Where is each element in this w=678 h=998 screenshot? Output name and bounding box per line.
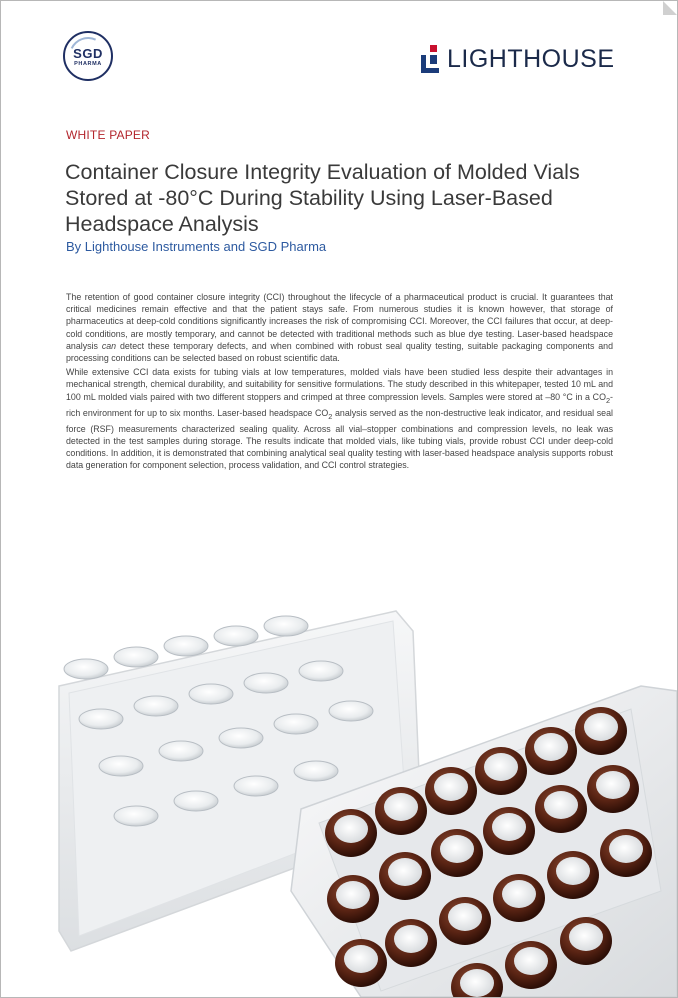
lighthouse-logo-text: LIGHTHOUSE: [447, 45, 615, 73]
lighthouse-logo: [421, 43, 615, 73]
document-type-label: WHITE PAPER: [66, 128, 150, 142]
document-byline: By Lighthouse Instruments and SGD Pharma: [66, 239, 327, 254]
sgd-pharma-logo: [63, 31, 113, 81]
logo-arc: [64, 32, 113, 81]
lighthouse-mark-icon: [421, 45, 439, 73]
sgd-logo-name: SGD: [73, 45, 103, 61]
vial-trays-photo: [1, 591, 677, 997]
abstract-paragraph-1: The retention of good container closure integrity (CCI) throughout the lifecycle of a pharmaceutical product is crucial. It guarantees that critical medicines remain effective and that the patient stays safe. From numerous studies it is known however, that storage of pharmaceutics at deep-cold conditions significantly increases the risk of compromising CCI. Moreover, the CCI failures that occur, at deep-cold conditions, are mostly temporary, and cannot be detected with traditional methods such as blue dye testing. Laser-based headspace analysis can detect these temporary defects, and when combined with robust seal quality testing, suitable packaging components and processing conditions can be selected based on robust scientific data.: [66, 292, 613, 364]
abstract-paragraph-2: While extensive CCI data exists for tubing vials at low temperatures, molded vials have been studied less despite their advantages in mechanical strength, chemical durability, and suitability for sensitive formulations. The study described in this whitepaper, tested 10 mL and 100 mL molded vials paired with two different stoppers and crimped at three compression levels. Samples were stored at –80 °C in a $CO_2$-rich environment for up to six months. Laser-based headspace $CO_2$ analysis served as the non-destructive leak indicator, and residual seal force (RSF) measurements characterized sealing quality. Across all vial–stopper combinations and compression levels, no leak was detected in the test samples during storage. The results indicate that molded vials, like tubing vials, provide robust CCI under deep-cold conditions. In addition, it is demonstrated that combining analytical seal quality testing with laser-based headspace analysis supports robust data generation for component selection, process validation, and CCI control strategies.: [66, 367, 613, 471]
document-body: [66, 291, 613, 473]
page-fold: [663, 1, 677, 15]
sgd-logo-sub: PHARMA: [74, 60, 102, 67]
document-title: Container Closure Integrity Evaluation of Molded Vials Stored at -80°C During Stability Using Laser-Based Headspace Analysis: [65, 160, 580, 236]
emphasis-can: can: [101, 340, 117, 351]
